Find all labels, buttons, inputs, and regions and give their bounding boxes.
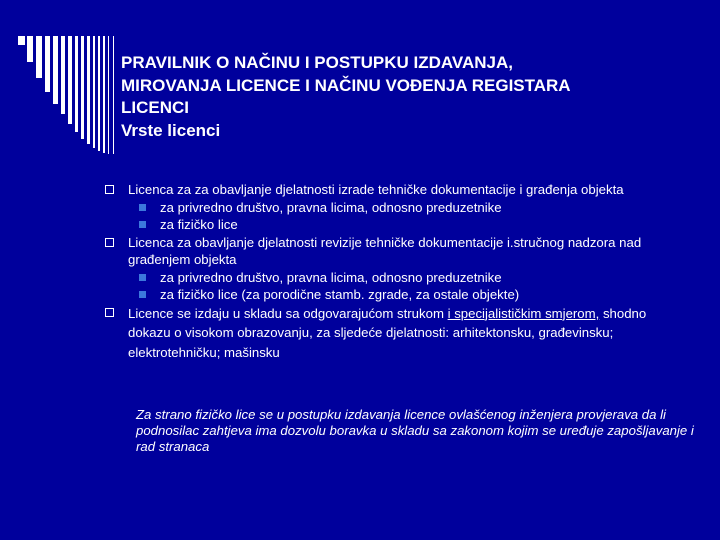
stripe	[18, 36, 25, 45]
stripe	[113, 36, 114, 154]
hollow-square-bullet-icon	[105, 185, 114, 194]
list-item-text: Licenca za za obavljanje djelatnosti izrade tehničke dokumentacije i građenja objekta	[128, 182, 624, 197]
hollow-square-bullet-icon	[105, 308, 114, 317]
list-item	[105, 181, 685, 199]
filled-square-bullet-icon	[139, 291, 146, 298]
list-item	[105, 304, 685, 363]
stripe	[81, 36, 84, 139]
title-line: LICENCI	[121, 98, 189, 117]
note-text: Za strano fizičko lice se u postupku izdavanja licence ovlašćenog inženjera provjerava da li podnosilac zahtjeva ima dozvolu boravka u skladu sa zakonom kojim se uređuje zapošljavanje i rad stranaca	[136, 407, 694, 454]
sub-list-item	[105, 216, 685, 234]
sub-list-item-text: za fizičko lice	[160, 217, 238, 232]
sub-list-item-text: za privredno društvo, pravna licima, odnosno preduzetnike	[160, 269, 502, 285]
stripe	[61, 36, 65, 114]
stripe	[75, 36, 78, 132]
stripe	[36, 36, 42, 78]
sub-list-item-text: za privredno društvo, pravna licima, odnosno preduzetnike	[160, 199, 502, 215]
filled-square-bullet-icon	[139, 204, 146, 211]
sub-list-item-text: za fizičko lice (za porodične stamb. zgrade, za ostale objekte)	[160, 287, 520, 302]
filled-square-bullet-icon	[139, 274, 146, 281]
filled-square-bullet-icon	[139, 221, 146, 228]
list-item-text: Licence se izdaju u skladu sa odgovarajućom strukom	[128, 305, 448, 321]
underlined-text: i specijalističkim smjerom,	[447, 305, 600, 321]
slide-title	[121, 52, 691, 142]
stripe	[45, 36, 50, 92]
stripe	[27, 36, 33, 62]
title-line: MIROVANJA LICENCE I NAČINU VOĐENJA REGISTARA	[121, 75, 571, 95]
sub-list-item	[105, 199, 685, 217]
list-item	[105, 234, 685, 269]
title-line: Vrste licenci	[121, 120, 221, 140]
list-item-text: shodno dokazu o visokom obrazovanju, za sljedeće djelatnosti: arhitektonsku, građevinsku; elektrotehničku; mašinsku	[128, 305, 647, 360]
hollow-square-bullet-icon	[105, 238, 114, 247]
decorative-stripes	[18, 36, 118, 154]
stripe	[103, 36, 105, 153]
stripe	[98, 36, 100, 151]
stripe	[108, 36, 109, 154]
sub-list-item	[105, 286, 685, 304]
stripe	[53, 36, 58, 104]
title-line: PRAVILNIK O NAČINU I POSTUPKU IZDAVANJA,	[121, 53, 513, 72]
bullet-list	[105, 181, 685, 362]
stripe	[68, 36, 72, 124]
sub-list-item	[105, 269, 685, 287]
stripe	[93, 36, 95, 148]
stripe	[87, 36, 90, 144]
list-item-text: Licenca za obavljanje djelatnosti revizije tehničke dokumentacije i.stručnog nadzora nad građenjem objekta	[128, 234, 642, 267]
